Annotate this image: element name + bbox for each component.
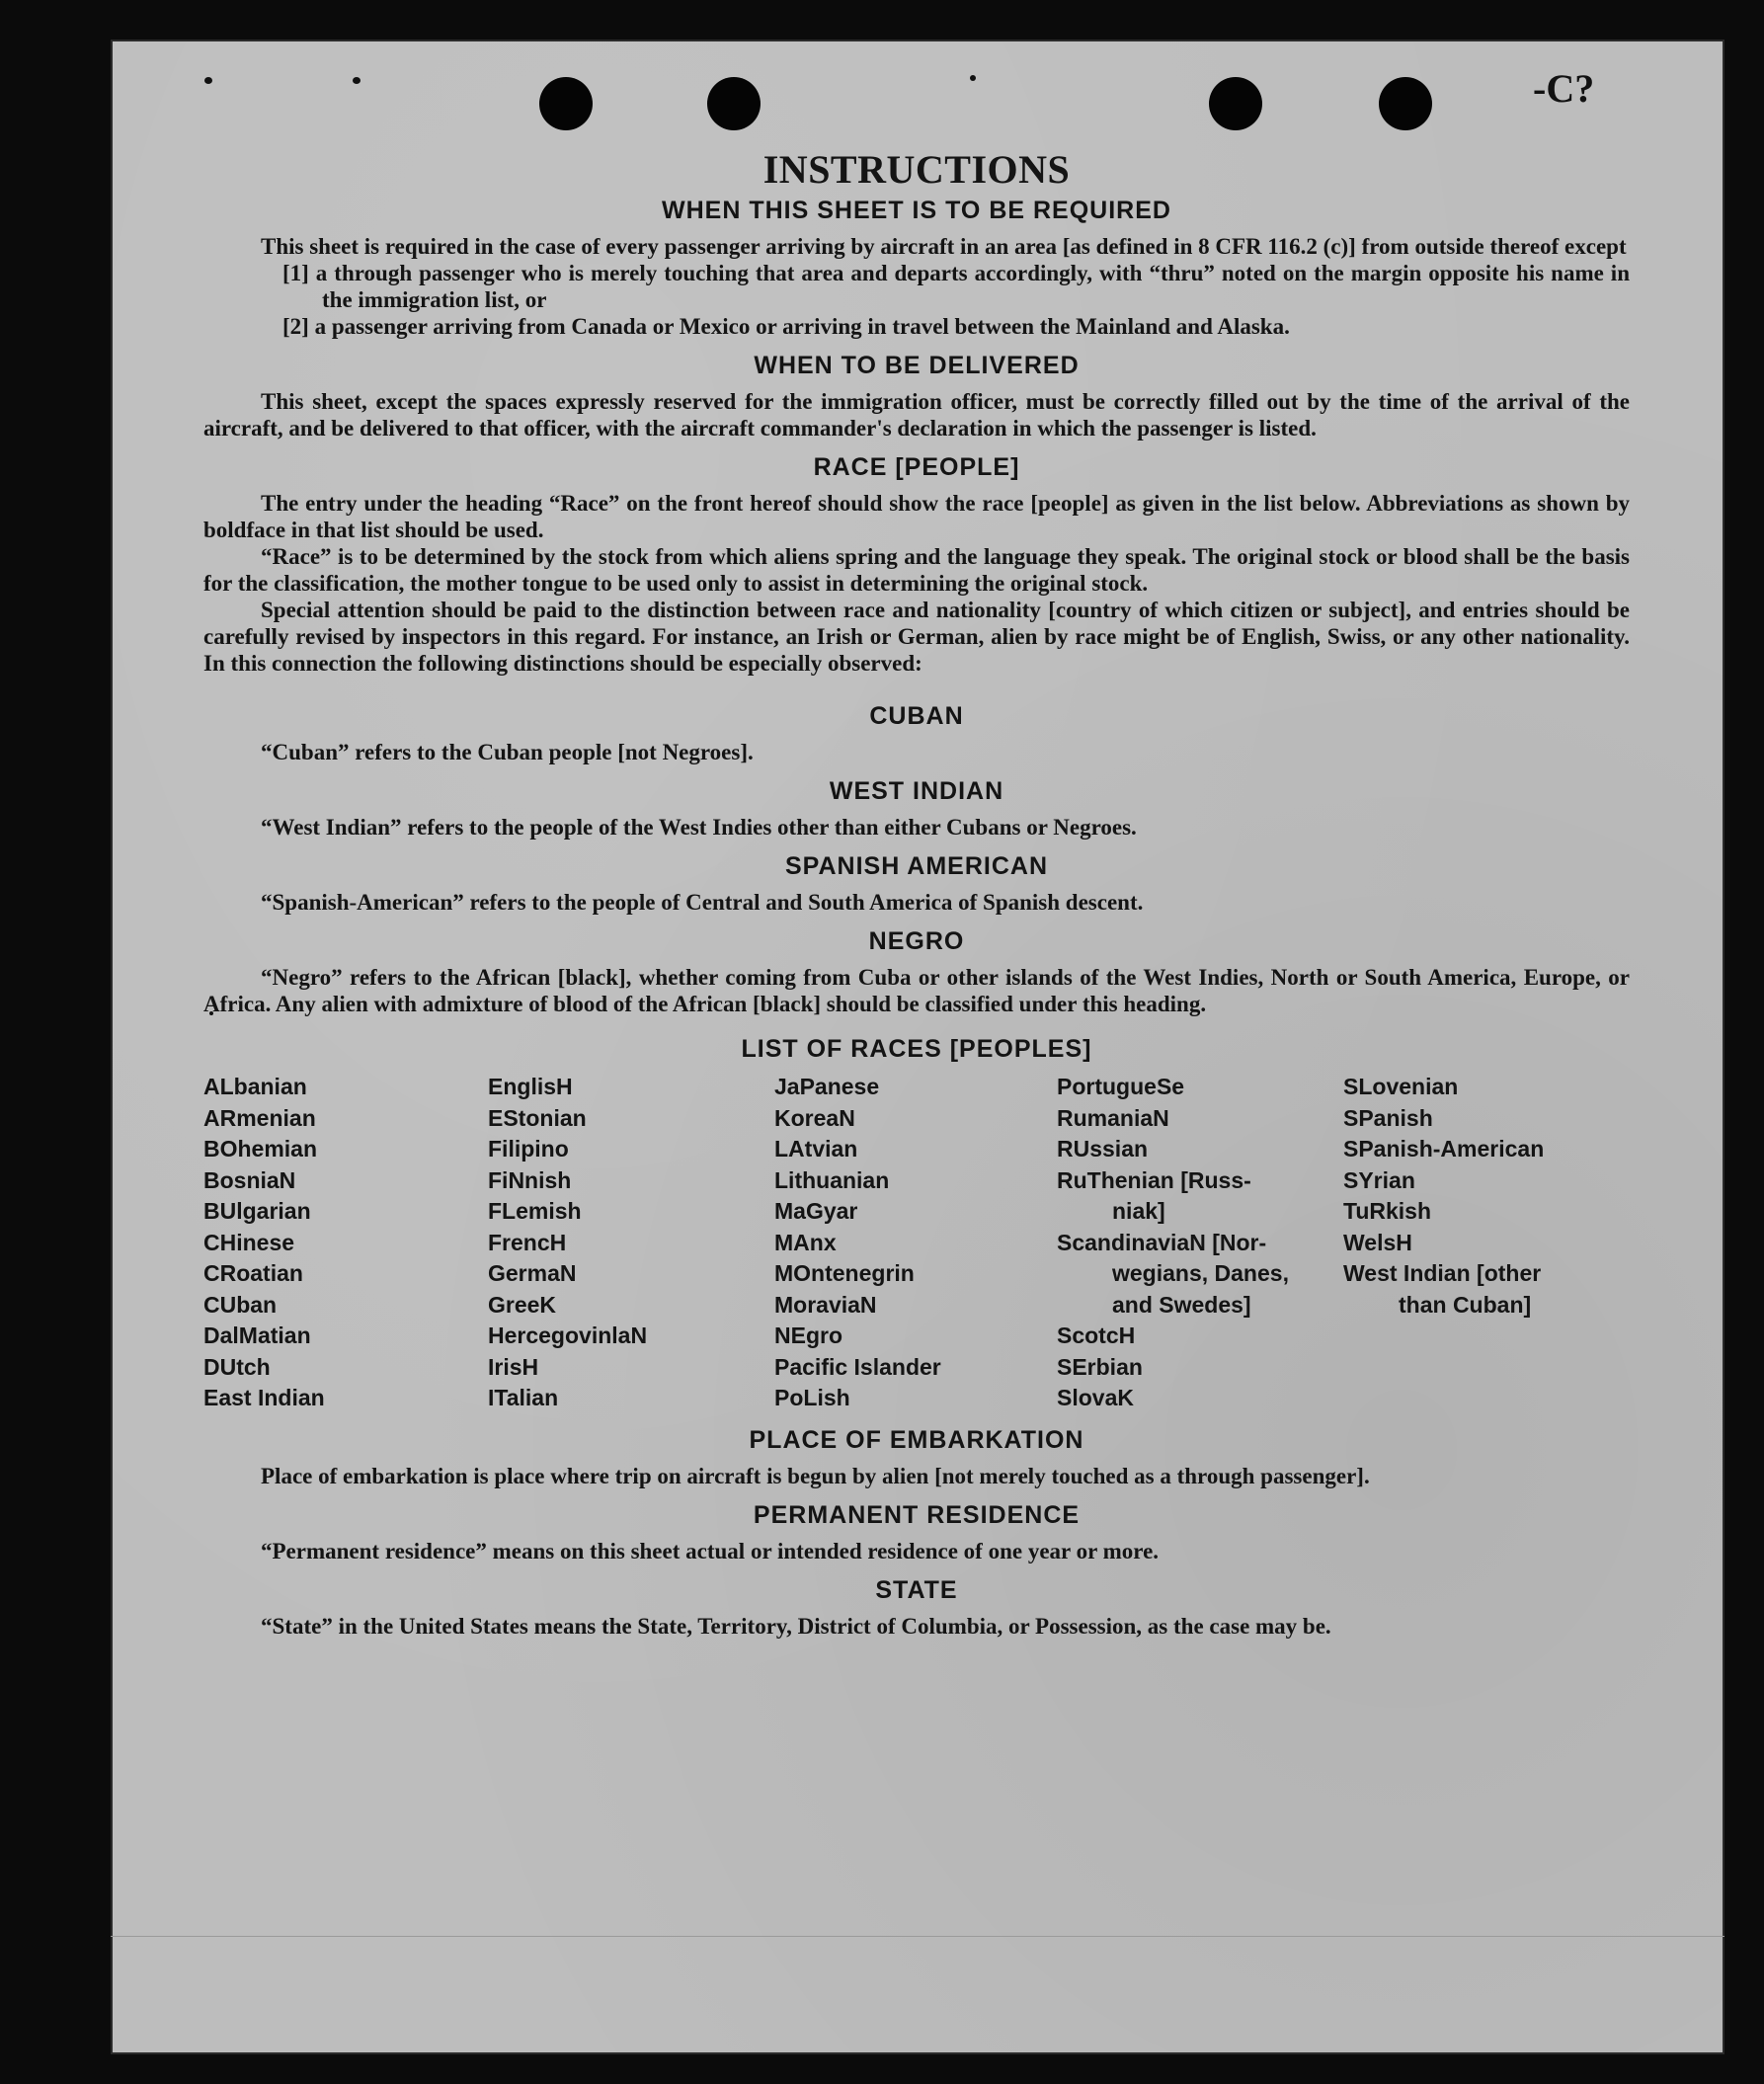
race-entry: BosniaN xyxy=(203,1166,296,1193)
heading-spanish-american: SPANISH AMERICAN xyxy=(784,852,1048,880)
state-text: “State” in the United States means the State, Territory, District of Columbia, or Possession, as the case may be. xyxy=(261,1613,1331,1639)
race-entry: PoLish xyxy=(774,1385,850,1410)
race-entry: MOntenegrin xyxy=(774,1260,915,1286)
race-entry: CHinese xyxy=(203,1229,295,1255)
heading-cuban: CUBAN xyxy=(869,702,964,730)
race-entry: KoreaN xyxy=(774,1104,855,1131)
race-entry: EnglisH xyxy=(488,1074,573,1099)
required-exception-2: [2] a passenger arriving from Canada or Mexico or arriving in travel between the Mainland and Alaska. xyxy=(282,314,1290,339)
heading-permanent-residence: PERMANENT RESIDENCE xyxy=(753,1500,1081,1529)
race-entry: DalMatian xyxy=(203,1323,311,1348)
race-column-3 xyxy=(774,1072,1057,1414)
negro-text: “Negro” refers to the African [black], whether coming from Cuba or other islands of the West Indies, North or South America, Europe, or Africa. Any alien with admixture of blood of the African [black] should be classified under this heading. xyxy=(203,965,1630,1016)
heading-embarkation: PLACE OF EMBARKATION xyxy=(749,1425,1084,1454)
race-column-2 xyxy=(488,1072,774,1414)
race-entry: RUssian xyxy=(1057,1136,1149,1162)
race-entry: niak] xyxy=(1112,1198,1165,1224)
required-exception-1: [1] a through passenger who is merely touching that area and departs accordingly, with “thru” noted on the margin opposite his name in the immigration list, or xyxy=(282,261,1630,312)
race-entry: West Indian [other xyxy=(1343,1260,1542,1286)
punch-hole xyxy=(707,77,761,130)
heading-race: RACE [PEOPLE] xyxy=(813,453,1020,481)
race-entry: Pacific Islander xyxy=(774,1353,941,1380)
race-column-1 xyxy=(203,1072,488,1414)
delivered-text: This sheet, except the spaces expressly reserved for the immigration officer, must be correctly filled out by the time of the arrival of the aircraft, and be delivered to that officer, with the aircraft commander's declaration in which the passenger is listed. xyxy=(203,389,1630,441)
race-entry: LAtvian xyxy=(774,1136,858,1162)
race-paragraph-3: Special attention should be paid to the distinction between race and nationality [country of which citizen or subject], and entries should be carefully revised by inspectors in this regard. For instance, an Irish or German, alien by race might be of English, Swiss, or any other nationality. In this connection the following distinctions should be especially observed: xyxy=(203,598,1630,676)
cuban-text: “Cuban” refers to the Cuban people [not Negroes]. xyxy=(261,740,754,764)
race-entry: ARmenian xyxy=(203,1104,316,1131)
race-entry: IrisH xyxy=(488,1353,539,1380)
embarkation-text: Place of embarkation is place where trip on aircraft is begun by alien [not merely touched as a through passenger]. xyxy=(261,1463,1370,1488)
punch-hole xyxy=(1209,77,1262,130)
race-column-4 xyxy=(1057,1072,1343,1414)
race-entry: East Indian xyxy=(203,1385,325,1410)
race-entry: GreeK xyxy=(488,1291,557,1318)
race-entry: ALbanian xyxy=(203,1074,307,1099)
corner-mark: -C? xyxy=(1533,66,1595,111)
race-column-5 xyxy=(1343,1072,1630,1414)
race-entry: GermaN xyxy=(488,1260,577,1286)
page-title: INSTRUCTIONS xyxy=(762,147,1071,192)
race-paragraph-1: The entry under the heading “Race” on the front hereof should show the race [people] as given in the list below. Abbreviations as shown by boldface in that list should be used. xyxy=(203,491,1630,542)
heading-negro: NEGRO xyxy=(868,927,965,955)
heading-state: STATE xyxy=(875,1575,958,1604)
document-page xyxy=(111,40,1724,2054)
race-entry: JaPanese xyxy=(774,1074,880,1099)
punch-hole xyxy=(539,77,593,130)
heading-when-required: WHEN THIS SHEET IS TO BE REQUIRED xyxy=(662,197,1171,224)
race-entry: FLemish xyxy=(488,1198,582,1224)
instructions-body xyxy=(203,146,1630,1640)
race-entry: ScandinaviaN [Nor- xyxy=(1057,1229,1267,1255)
race-entry: MaGyar xyxy=(774,1198,858,1224)
permanent-residence-text: “Permanent residence” means on this sheet actual or intended residence of one year or more. xyxy=(261,1538,1160,1563)
race-entry: ScotcH xyxy=(1057,1323,1136,1348)
speck xyxy=(970,75,976,81)
race-entry: ITalian xyxy=(488,1385,559,1410)
spanish-american-text: “Spanish-American” refers to the people of Central and South America of Spanish descent. xyxy=(261,890,1144,915)
race-entry: SLovenian xyxy=(1343,1074,1459,1099)
footer-rule xyxy=(111,1936,1724,1937)
required-intro: This sheet is required in the case of every passenger arriving by aircraft in an area [as defined in 8 CFR 116.2 (c)] from outside thereof except xyxy=(261,234,1627,259)
race-entry: than Cuban] xyxy=(1399,1291,1532,1318)
heading-when-delivered: WHEN TO BE DELIVERED xyxy=(754,352,1080,379)
speck xyxy=(353,77,361,84)
race-entry: MAnx xyxy=(774,1229,837,1255)
race-entry: SErbian xyxy=(1057,1353,1143,1380)
race-entry: Filipino xyxy=(488,1136,569,1162)
race-entry: CUban xyxy=(203,1291,278,1318)
race-entry: NEgro xyxy=(774,1323,842,1348)
race-entry: CRoatian xyxy=(203,1260,303,1286)
heading-list-of-races: LIST OF RACES [PEOPLES] xyxy=(741,1035,1092,1063)
race-entry: DUtch xyxy=(203,1353,271,1380)
punch-hole xyxy=(1379,77,1432,130)
race-entry: FiNnish xyxy=(488,1166,572,1193)
race-entry: BUlgarian xyxy=(203,1198,311,1224)
race-entry: HercegovinlaN xyxy=(488,1323,648,1348)
race-entry: SYrian xyxy=(1343,1166,1415,1193)
race-entry: FrencH xyxy=(488,1229,567,1255)
race-entry: SlovaK xyxy=(1057,1385,1134,1410)
race-entry: wegians, Danes, xyxy=(1112,1260,1289,1286)
race-entry: RuThenian [Russ- xyxy=(1057,1166,1251,1193)
race-entry: WelsH xyxy=(1343,1229,1412,1255)
speck xyxy=(204,77,212,84)
race-paragraph-2: “Race” is to be determined by the stock from which aliens spring and the language they speak. The original stock or blood shall be the basis for the classification, the mother tongue to be used only to assist in determining the original stock. xyxy=(203,544,1630,596)
race-list xyxy=(203,1072,1630,1414)
race-entry: BOhemian xyxy=(203,1136,318,1162)
race-entry: PortugueSe xyxy=(1057,1074,1185,1099)
race-entry: RumaniaN xyxy=(1057,1104,1169,1131)
race-entry: EStonian xyxy=(488,1104,587,1131)
west-indian-text: “West Indian” refers to the people of the West Indies other than either Cubans or Negroes. xyxy=(261,815,1137,840)
race-entry: TuRkish xyxy=(1343,1198,1432,1224)
heading-west-indian: WEST INDIAN xyxy=(829,777,1004,805)
race-entry: SPanish xyxy=(1343,1104,1433,1131)
race-entry: and Swedes] xyxy=(1112,1291,1251,1318)
race-entry: MoraviaN xyxy=(774,1291,877,1318)
race-entry: SPanish-American xyxy=(1343,1136,1545,1162)
race-entry: Lithuanian xyxy=(774,1166,890,1193)
